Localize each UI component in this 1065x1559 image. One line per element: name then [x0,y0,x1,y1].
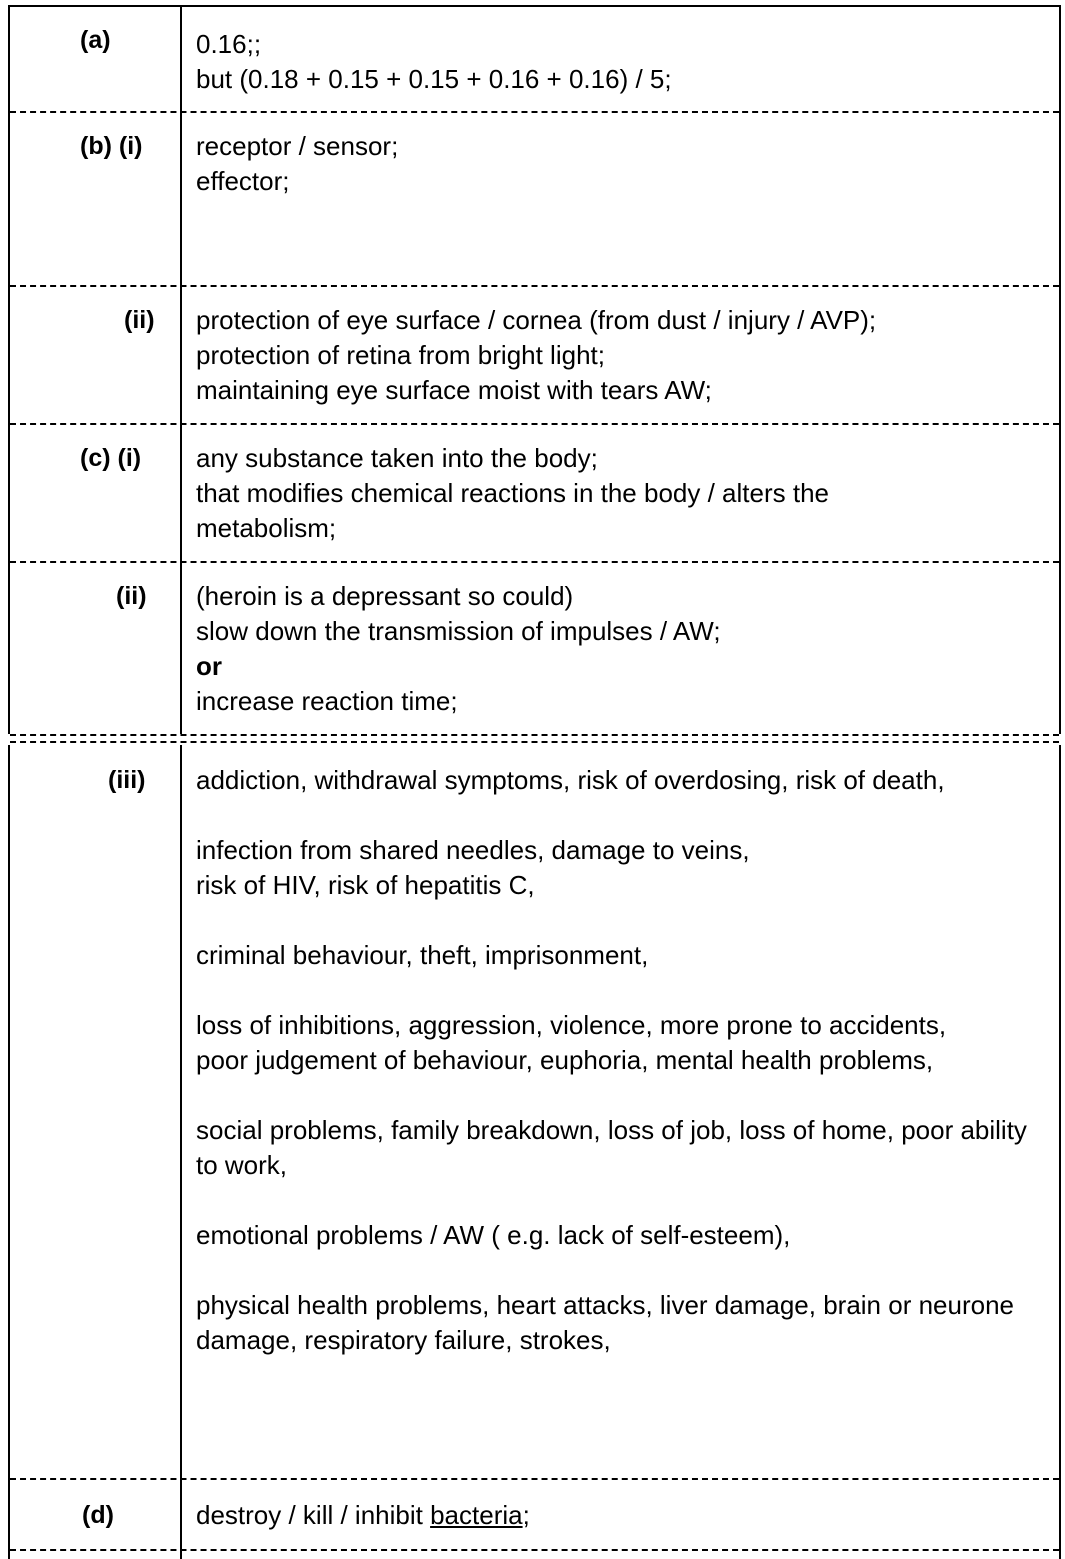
answer-line: maintaining eye surface moist with tears AW; [196,375,712,405]
answer-line: receptor / sensor; [196,131,399,161]
row-a [10,7,1059,113]
answer-line: infection from shared needles, damage to veins, [196,835,750,865]
answer-line: risk of HIV, risk of hepatitis C, [196,870,535,900]
question-label: (a) [80,26,111,54]
question-label: (iii) [108,766,146,794]
row-b-ii [10,287,1059,425]
answer-line: that modifies chemical reactions in the body / alters the metabolism; [196,478,829,543]
answer-block: physical health problems, heart attacks, liver damage, brain or neurone damage, respiratory failure, strokes, [196,1290,1014,1355]
mark-scheme-table-part-2 [8,745,1061,1559]
answer-text [196,27,1047,97]
answer-line: any substance taken into the body; [196,443,598,473]
answer-line: protection of retina from bright light; [196,340,605,370]
answer-line: increase reaction time; [196,686,458,716]
mark-scheme-table-part-1 [8,5,1061,734]
row-c-i [10,425,1059,563]
row-b-i [10,113,1059,287]
answer-line: protection of eye surface / cornea (from dust / injury / AVP); [196,305,877,335]
answer-text [196,763,1043,1358]
question-label: (d) [82,1501,114,1529]
question-label: (b) (i) [80,132,143,160]
answer-line: (heroin is a depressant so could) [196,581,574,611]
answer-text [196,129,1047,199]
answer-block: loss of inhibitions, aggression, violence, more prone to accidents, poor judgement of behaviour, euphoria, mental health problems, [196,1010,947,1075]
answer-text-part: destroy / kill / inhibit [196,1500,431,1530]
answer-text-part: ; [522,1500,530,1530]
row-d [10,1482,1059,1551]
question-label: (c) (i) [80,444,142,472]
underlined-keyword: bacteria [430,1500,523,1530]
answer-block: criminal behaviour, theft, imprisonment, [196,940,649,970]
answer-block: social problems, family breakdown, loss of job, loss of home, poor ability to work, [196,1115,1027,1180]
question-label: (ii) [124,306,155,334]
question-label: (ii) [116,582,147,610]
answer-line: slow down the transmission of impulses / AW; [196,616,721,646]
or-keyword: or [196,651,222,681]
answer-block: emotional problems / AW ( e.g. lack of self-esteem), [196,1220,791,1250]
answer-text [196,1498,1047,1533]
answer-text [196,303,1047,408]
answer-line: effector; [196,166,290,196]
answer-text [196,579,1047,719]
answer-text [196,441,959,546]
answer-line: but (0.18 + 0.15 + 0.15 + 0.16 + 0.16) / 5; [196,64,672,94]
row-c-ii [10,563,1059,736]
answer-block: addiction, withdrawal symptoms, risk of overdosing, risk of death, [196,765,945,795]
row-c-iii [10,741,1059,1480]
answer-line: 0.16;; [196,29,262,59]
